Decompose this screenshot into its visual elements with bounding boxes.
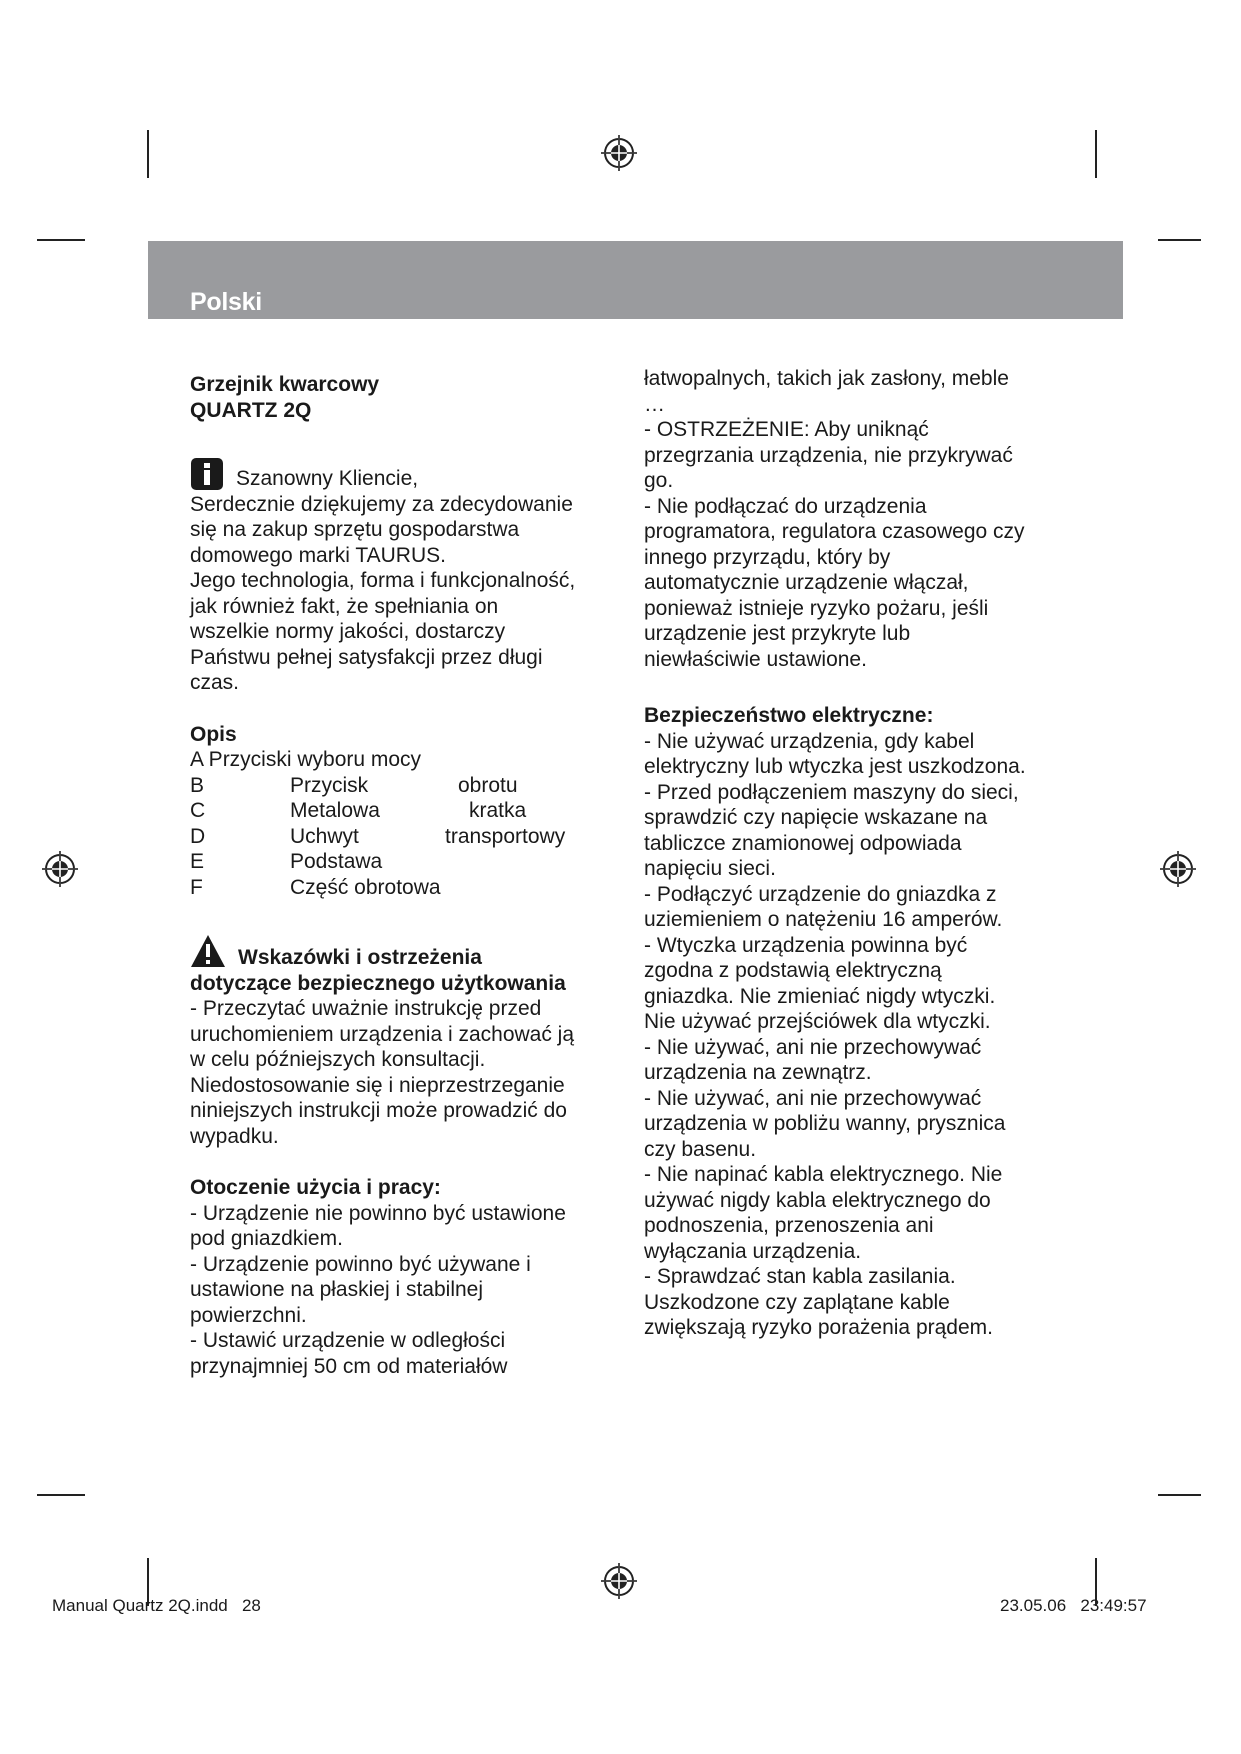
footer-time: 23:49:57: [1080, 1596, 1147, 1615]
continued-line: ponieważ istnieje ryzyko pożaru, jeśli: [644, 596, 989, 620]
footer-file-info: [52, 1596, 261, 1616]
item-letter: F: [190, 875, 203, 899]
continued-line: programatora, regulatora czasowego czy: [644, 520, 1025, 543]
safety-line: wypadku.: [190, 1124, 279, 1148]
electrical-line: - Nie używać, ani nie przechowywać: [644, 1035, 982, 1059]
safety-line: w celu późniejszych konsultacji.: [190, 1048, 486, 1071]
electrical-line: urządzenia na zewnątrz.: [644, 1061, 872, 1084]
continued-line: - OSTRZEŻENIE: Aby uniknąć: [644, 418, 929, 441]
description-item: [190, 849, 610, 875]
item-letter: C: [190, 799, 206, 822]
continued-line: automatycznie urządzenie włączał,: [644, 571, 969, 594]
electrical-line: uziemieniem o natężeniu 16 amperów.: [644, 908, 1003, 931]
right-column: [644, 366, 1074, 1341]
electrical-safety-heading: Bezpieczeństwo elektryczne:: [644, 704, 934, 727]
safety-heading-line: dotyczące bezpiecznego użytkowania: [190, 971, 566, 995]
electrical-line: Nie używać przejściówek dla wtyczki.: [644, 1010, 991, 1033]
description-item: [190, 875, 610, 901]
electrical-line: gniazdka. Nie zmieniać nigdy wtyczki.: [644, 984, 996, 1008]
intro-line: Państwu pełnej satysfakcji przez długi: [190, 645, 543, 669]
environment-heading: Otoczenie użycia i pracy:: [190, 1176, 441, 1199]
electrical-line: używać nigdy kabla elektrycznego do: [644, 1188, 991, 1212]
electrical-line: - Nie używać, ani nie przechowywać: [644, 1086, 982, 1110]
description-item: A Przyciski wyboru mocy: [190, 748, 422, 771]
continued-line: przegrzania urządzenia, nie przykrywać: [644, 443, 1013, 467]
registration-mark-icon: [42, 851, 78, 887]
electrical-line: - Nie napinać kabla elektrycznego. Nie: [644, 1163, 1003, 1186]
item-word: Część obrotowa: [290, 875, 441, 899]
environment-line: pod gniazdkiem.: [190, 1227, 343, 1250]
footer-timestamp: [1000, 1596, 1147, 1616]
electrical-line: sprawdzić czy napięcie wskazane na: [644, 806, 988, 829]
safety-heading: [190, 934, 610, 971]
continued-line: - Nie podłączać do urządzenia: [644, 494, 927, 518]
greeting: Szanowny Kliencie,: [236, 467, 419, 490]
info-icon: [190, 457, 224, 491]
electrical-line: - Przed podłączeniem maszyny do sieci,: [644, 780, 1019, 804]
environment-line: - Ustawić urządzenie w odległości: [190, 1329, 506, 1352]
item-word: Metalowa: [290, 799, 380, 822]
crop-mark-top-left-vertical: [147, 130, 149, 178]
electrical-line: elektryczny lub wtyczka jest uszkodzona.: [644, 755, 1026, 778]
left-column: [190, 372, 610, 1379]
crop-mark-bottom-right-horizontal: [1158, 1494, 1201, 1496]
intro-line: Serdecznie dziękujemy za zdecydowanie: [190, 492, 573, 516]
description-item: [190, 798, 610, 824]
environment-line: - Urządzenie powinno być używane i: [190, 1252, 531, 1276]
crop-mark-top-right-vertical: [1095, 130, 1097, 178]
registration-mark-icon: [601, 135, 637, 171]
electrical-line: wyłączania urządzenia.: [644, 1239, 862, 1263]
item-word: obrotu: [458, 773, 518, 797]
registration-mark-icon: [1160, 851, 1196, 887]
description-item: [190, 773, 610, 799]
safety-heading-line: Wskazówki i ostrzeżenia: [238, 946, 482, 969]
safety-line: niniejszych instrukcji może prowadzić do: [190, 1099, 567, 1122]
electrical-line: czy basenu.: [644, 1137, 757, 1161]
intro-line: wszelkie normy jakości, dostarczy: [190, 620, 506, 643]
environment-line: przynajmniej 50 cm od materiałów: [190, 1354, 508, 1378]
product-model: QUARTZ 2Q: [190, 398, 312, 422]
safety-line: - Przeczytać uważnie instrukcję przed: [190, 997, 542, 1020]
footer-page-number: 28: [241, 1596, 261, 1615]
environment-line: ustawione na płaskiej i stabilnej: [190, 1278, 484, 1301]
continued-line: urządzenie jest przykryte lub: [644, 622, 911, 645]
safety-line: Niedostosowanie się i nieprzestrzeganie: [190, 1073, 565, 1097]
electrical-line: tabliczce znamionowej odpowiada: [644, 831, 962, 855]
item-word: Uchwyt: [290, 824, 359, 848]
continued-line: go.: [644, 469, 674, 492]
intro-line: jak również fakt, że spełniania on: [190, 594, 499, 618]
electrical-line: zwiększają ryzyko porażenia prądem.: [644, 1316, 993, 1339]
continued-line: łatwopalnych, takich jak zasłony, meble: [644, 367, 1009, 390]
description-heading: Opis: [190, 722, 237, 746]
environment-line: powierzchni.: [190, 1303, 307, 1327]
continued-line: …: [644, 392, 665, 416]
item-letter: E: [190, 850, 205, 873]
intro-line: się na zakup sprzętu gospodarstwa: [190, 518, 520, 541]
electrical-line: Uszkodzone czy zaplątane kable: [644, 1290, 950, 1314]
continued-line: niewłaściwie ustawione.: [644, 647, 867, 671]
crop-mark-top-right-horizontal: [1158, 239, 1201, 241]
warning-triangle-icon: [190, 934, 226, 968]
crop-mark-top-left-horizontal: [37, 239, 85, 241]
electrical-line: - Sprawdzać stan kabla zasilania.: [644, 1265, 956, 1288]
intro-line: czas.: [190, 671, 240, 694]
language-title: Polski: [190, 288, 262, 316]
item-word: kratka: [469, 799, 527, 822]
language-header-band: [148, 241, 1123, 319]
description-item: [190, 824, 610, 850]
greeting-line: [190, 457, 610, 492]
electrical-line: zgodna z podstawią elektryczną: [644, 959, 942, 982]
item-word: transportowy: [445, 824, 566, 848]
item-letter: B: [190, 773, 205, 797]
safety-line: uruchomieniem urządzenia i zachować ją: [190, 1022, 575, 1046]
crop-mark-bottom-left-horizontal: [37, 1494, 85, 1496]
item-letter: D: [190, 824, 206, 848]
intro-line: domowego marki TAURUS.: [190, 543, 446, 567]
item-word: Przycisk: [290, 773, 369, 797]
continued-line: innego przyrządu, który by: [644, 545, 891, 569]
electrical-line: - Podłączyć urządzenie do gniazdka z: [644, 882, 997, 906]
electrical-line: urządzenia w pobliżu wanny, prysznica: [644, 1112, 1006, 1135]
environment-line: - Urządzenie nie powinno być ustawione: [190, 1201, 566, 1225]
electrical-line: - Wtyczka urządzenia powinna być: [644, 933, 968, 957]
footer-filename: Manual Quartz 2Q.indd: [52, 1596, 228, 1615]
electrical-line: napięciu sieci.: [644, 857, 776, 880]
item-word: Podstawa: [290, 850, 383, 873]
intro-line: Jego technologia, forma i funkcjonalność,: [190, 569, 576, 592]
product-title: Grzejnik kwarcowy: [190, 373, 380, 396]
footer-date: 23.05.06: [1000, 1596, 1067, 1615]
electrical-line: podnoszenia, przenoszenia ani: [644, 1214, 934, 1237]
electrical-line: - Nie używać urządzenia, gdy kabel: [644, 729, 975, 753]
registration-mark-icon: [601, 1563, 637, 1599]
